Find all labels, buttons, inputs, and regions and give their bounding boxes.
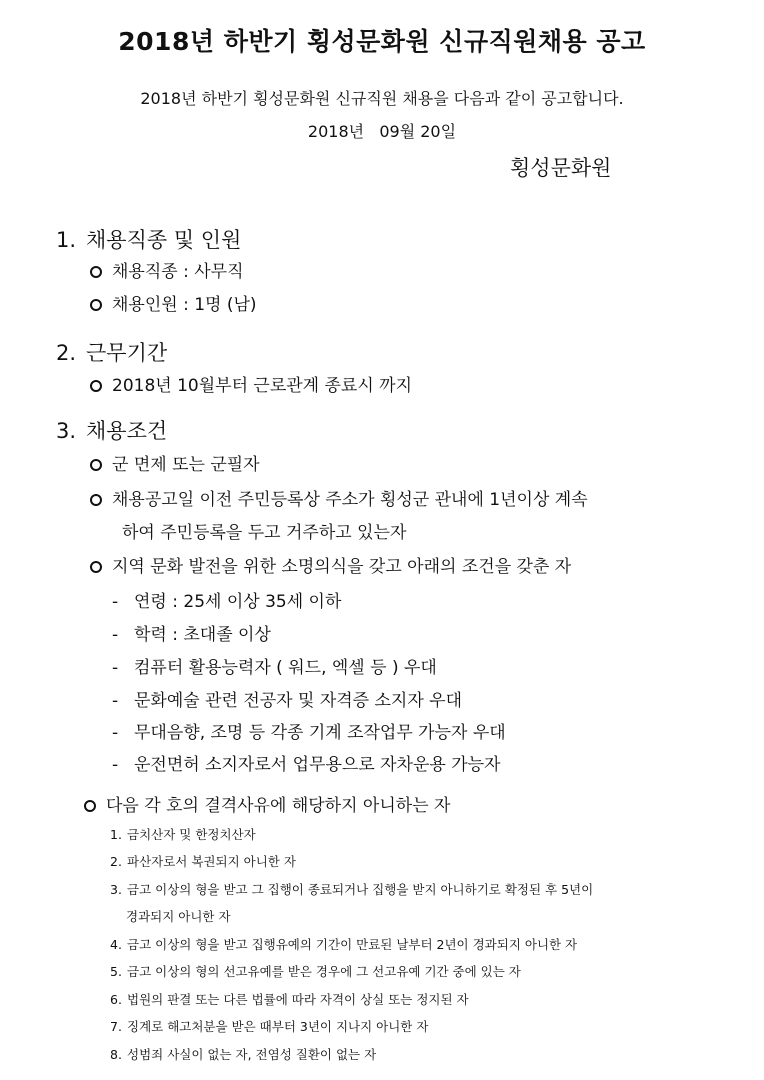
numbered-item: 4. 금고 이상의 형을 받고 집행유예의 기간이 만료된 날부터 2년이 경과되지 아니한 자	[110, 937, 578, 952]
section-number: 3.	[56, 419, 77, 443]
sub-item: - 무대음향, 조명 등 각종 기계 조작업무 가능자 우대	[112, 723, 506, 743]
circle-bullet-icon	[90, 459, 102, 471]
section-number: 1.	[56, 228, 77, 252]
intro-text: 2018년 하반기 횡성문화원 신규직원 채용을 다음과 같이 공고합니다.	[140, 89, 624, 108]
numbered-item-continuation: 경과되지 아니한 자	[126, 909, 231, 924]
page-title: 2018년 하반기 횡성문화원 신규직원채용 공고	[118, 27, 646, 56]
numbered-item: 6. 법원의 판결 또는 다른 법률에 따라 자격이 상실 또는 정지된 자	[110, 992, 469, 1007]
organization-name: 횡성문화원	[510, 156, 612, 180]
list-item: 채용직종 : 사무직	[90, 257, 244, 282]
section-title: 채용조건	[86, 419, 168, 443]
section-number: 2.	[56, 341, 77, 365]
numbered-item: 2. 파산자로서 복권되지 아니한 자	[110, 854, 296, 869]
sub-item: - 문화예술 관련 전공자 및 자격증 소지자 우대	[112, 691, 463, 711]
section-title: 채용직종 및 인원	[86, 228, 242, 252]
dash-bullet: -	[112, 723, 119, 743]
dash-bullet: -	[112, 658, 119, 678]
numbered-item: 8. 성범죄 사실이 없는 자, 전염성 질환이 없는 자	[110, 1047, 377, 1062]
circle-bullet-icon	[90, 299, 102, 311]
dash-bullet: -	[112, 592, 119, 612]
dash-bullet: -	[112, 691, 119, 711]
sub-item: - 컴퓨터 활용능력자 ( 워드, 엑셀 등 ) 우대	[112, 658, 437, 678]
circle-bullet-icon	[90, 561, 102, 573]
circle-bullet-icon	[90, 494, 102, 506]
sub-item: - 학력 : 초대졸 이상	[112, 625, 271, 645]
dash-bullet: -	[112, 625, 119, 645]
dash-bullet: -	[112, 755, 119, 775]
circle-bullet-icon	[84, 800, 96, 812]
list-item: 채용인원 : 1명 (남)	[90, 290, 257, 315]
numbered-item: 1. 금치산자 및 한정치산자	[110, 827, 256, 842]
list-item-continuation: 하여 주민등록을 두고 거주하고 있는자	[122, 523, 407, 543]
numbered-item: 5. 금고 이상의 형의 선고유예를 받은 경우에 그 선고유예 기간 중에 있는 자	[110, 964, 521, 979]
circle-bullet-icon	[90, 380, 102, 392]
sub-item: - 운전면허 소지자로서 업무용으로 자차운용 가능자	[112, 755, 501, 775]
list-item: 채용공고일 이전 주민등록상 주소가 횡성군 관내에 1년이상 계속	[90, 485, 588, 510]
section-heading-1	[56, 224, 241, 254]
announcement-date: 2018년 09월 20일	[307, 122, 457, 141]
sub-item: - 연령 : 25세 이상 35세 이하	[112, 592, 342, 612]
numbered-item: 3. 금고 이상의 형을 받고 그 집행이 종료되거나 집행을 받지 아니하기로 확정된 후 5년이	[110, 882, 594, 897]
section-heading-3	[56, 415, 167, 445]
list-item: 군 면제 또는 군필자	[90, 450, 260, 475]
section-heading-2	[56, 337, 167, 367]
list-item: 2018년 10월부터 근로관계 종료시 까지	[90, 371, 412, 396]
numbered-item: 7. 징계로 해고처분을 받은 때부터 3년이 지나지 아니한 자	[110, 1019, 429, 1034]
section-title: 근무기간	[86, 341, 168, 365]
disqualification-heading: 다음 각 호의 결격사유에 해당하지 아니하는 자	[84, 791, 450, 816]
list-item: 지역 문화 발전을 위한 소명의식을 갖고 아래의 조건을 갖춘 자	[90, 552, 571, 577]
circle-bullet-icon	[90, 266, 102, 278]
